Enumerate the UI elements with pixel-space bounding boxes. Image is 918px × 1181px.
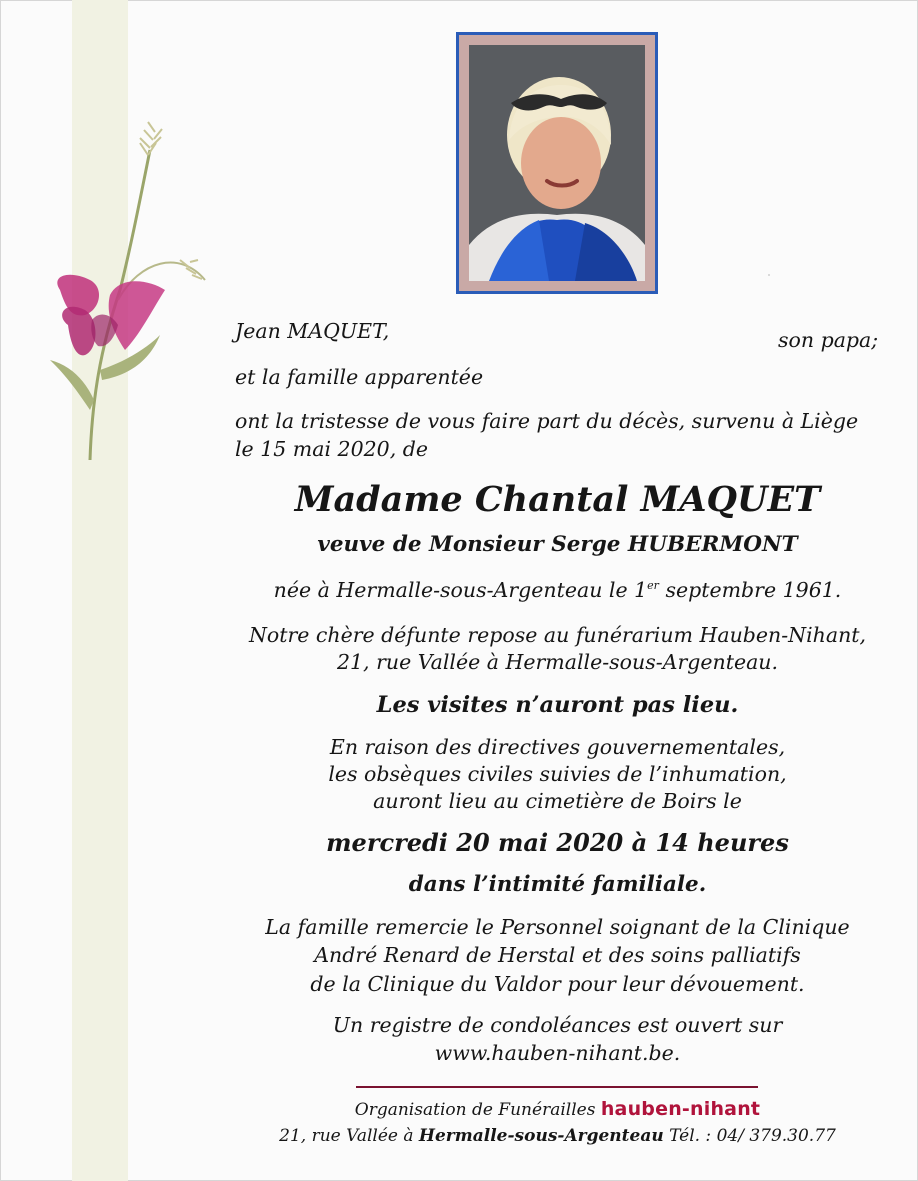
calla-lily-flower-icon [30, 110, 230, 470]
portrait-photo [469, 45, 645, 281]
footer-phone: Tél. : 04/ 379.30.77 [669, 1126, 836, 1146]
birth-suffix: septembre 1961. [658, 578, 842, 602]
family-extended: et la famille apparentée [235, 365, 484, 389]
widow-of: veuve de Monsieur Serge HUBERMONT [317, 532, 798, 557]
ceremony-line-2: les obsèques civiles suivies de l’inhumation, [328, 762, 787, 786]
visits-notice: Les visites n’auront pas lieu. [376, 692, 739, 718]
portrait-frame [456, 32, 658, 294]
birth-line [230, 577, 885, 603]
register-link[interactable]: www.hauben-nihant.be. [434, 1041, 681, 1065]
footer-organisation [230, 1098, 885, 1120]
birth-superscript: er [647, 579, 659, 593]
brand-logo: hauben-nihant [600, 1098, 761, 1120]
ceremony-line-3: auront lieu au cimetière de Boirs le [373, 789, 742, 813]
thanks-line-3: de la Clinique du Valdor pour leur dévouement. [310, 972, 805, 996]
register-line-1: Un registre de condoléances est ouvert sur [332, 1013, 783, 1037]
rest-line-2: 21, rue Vallée à Hermalle-sous-Argenteau. [336, 650, 779, 674]
footer-address-town: Hermalle-sous-Argenteau [418, 1126, 664, 1146]
footer-address-prefix: 21, rue Vallée à [279, 1126, 414, 1146]
footer-address [230, 1126, 885, 1146]
family-name-line: Jean MAQUET, [235, 319, 390, 343]
footer-divider [356, 1086, 758, 1088]
announce-line-1: ont la tristesse de vous faire part du décès, survenu à Liège [235, 409, 859, 433]
ceremony-private: dans l’intimité familiale. [408, 872, 707, 897]
thanks-line-1: La famille remercie le Personnel soignant de la Clinique [265, 915, 850, 939]
rest-line-1: Notre chère défunte repose au funérarium Hauben-Nihant, [248, 623, 867, 647]
ceremony-line-1: En raison des directives gouvernementales, [329, 735, 786, 759]
deceased-name: Madame Chantal MAQUET [294, 479, 821, 520]
speck [768, 274, 770, 276]
announce-line-2: le 15 mai 2020, de [235, 437, 428, 461]
portrait-icon [469, 45, 645, 281]
ceremony-date: mercredi 20 mai 2020 à 14 heures [326, 828, 789, 857]
footer-org-prefix: Organisation de Funérailles [354, 1100, 596, 1120]
thanks-line-2: André Renard de Herstal et des soins palliatifs [314, 943, 801, 967]
family-relation: son papa; [778, 328, 879, 352]
birth-prefix: née à Hermalle-sous-Argenteau le 1 [273, 578, 648, 602]
